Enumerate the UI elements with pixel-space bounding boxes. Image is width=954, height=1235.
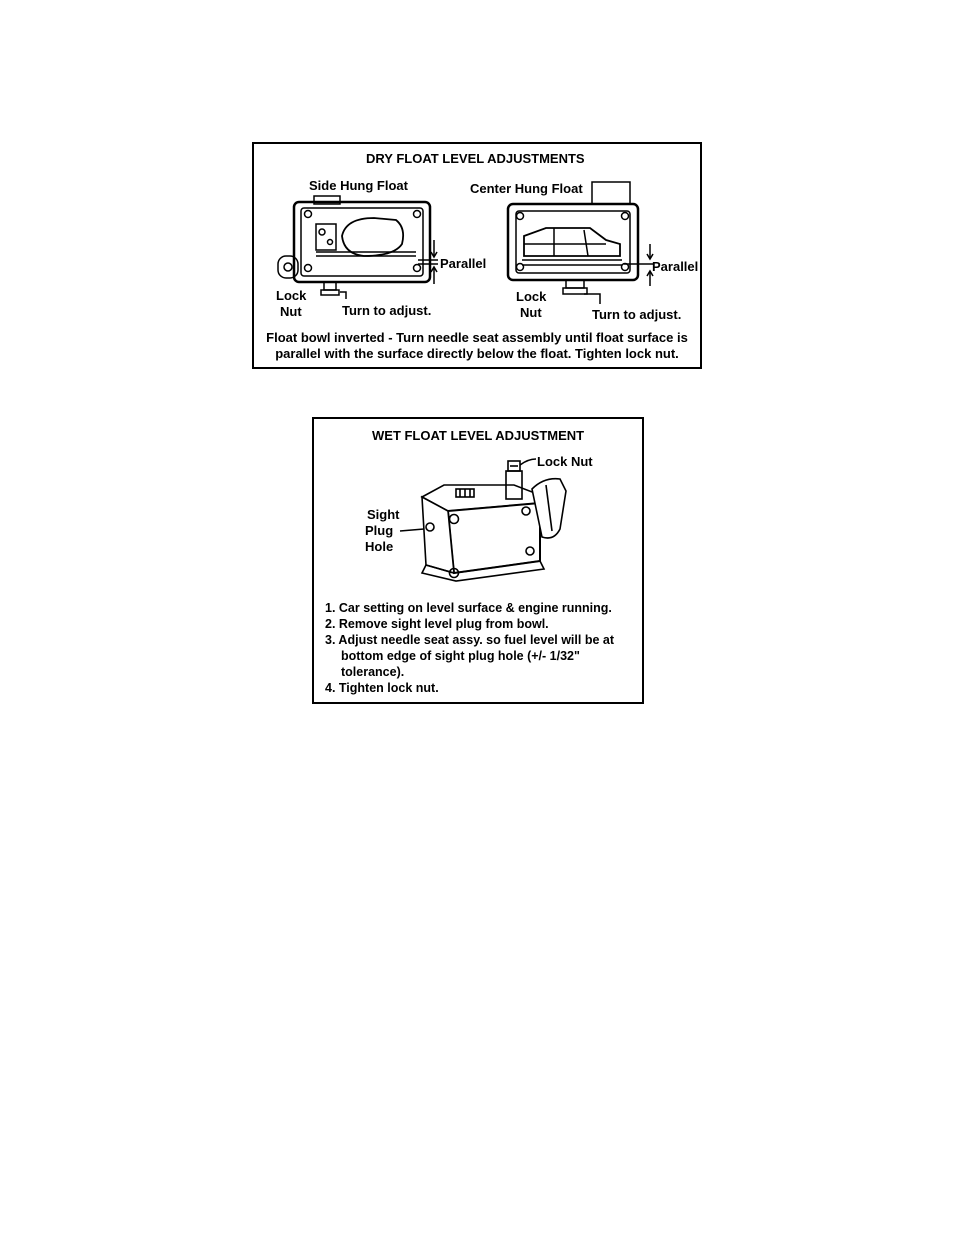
wet-step-4: 4. Tighten lock nut. bbox=[325, 681, 439, 695]
center-hung-lock-label: Lock bbox=[516, 289, 547, 304]
dry-note-line-1: Float bowl inverted - Turn needle seat assembly until float surface is bbox=[266, 330, 688, 345]
float-bowl-body bbox=[400, 459, 566, 581]
dry-panel-title: DRY FLOAT LEVEL ADJUSTMENTS bbox=[366, 151, 585, 166]
side-hung-lock-label: Lock bbox=[276, 288, 307, 303]
wet-float-panel bbox=[312, 417, 644, 704]
center-hung-parallel-label: Parallel bbox=[652, 259, 699, 274]
center-hung-turn-label: Turn to adjust. bbox=[592, 307, 682, 322]
wet-steps-list bbox=[325, 600, 614, 696]
hole-label: Hole bbox=[365, 539, 394, 554]
lock-nut-label: Lock Nut bbox=[537, 454, 593, 469]
dry-float-panel bbox=[252, 142, 702, 369]
side-hung-float-bowl bbox=[278, 196, 438, 299]
side-hung-parallel-label: Parallel bbox=[440, 256, 487, 271]
dry-note-line-2: parallel with the surface directly below the float. Tighten lock nut. bbox=[275, 346, 679, 361]
wet-step-1: 1. Car setting on level surface & engine running. bbox=[325, 601, 612, 615]
wet-panel-title: WET FLOAT LEVEL ADJUSTMENT bbox=[372, 428, 585, 443]
wet-step-3-cont-1: bottom edge of sight plug hole (+/- 1/32" bbox=[341, 649, 580, 663]
center-hung-float-bowl bbox=[508, 182, 654, 304]
plug-label: Plug bbox=[365, 523, 394, 538]
sight-label: Sight bbox=[367, 507, 400, 522]
side-hung-nut-label: Nut bbox=[280, 304, 302, 319]
wet-step-2: 2. Remove sight level plug from bowl. bbox=[325, 617, 549, 631]
side-hung-float-label: Side Hung Float bbox=[309, 178, 408, 193]
wet-step-3-cont-2: tolerance). bbox=[341, 665, 405, 679]
side-hung-turn-label: Turn to adjust. bbox=[342, 303, 432, 318]
center-hung-nut-label: Nut bbox=[520, 305, 542, 320]
center-hung-float-label: Center Hung Float bbox=[470, 181, 583, 196]
wet-step-3: 3. Adjust needle seat assy. so fuel level will be at bbox=[325, 633, 615, 647]
